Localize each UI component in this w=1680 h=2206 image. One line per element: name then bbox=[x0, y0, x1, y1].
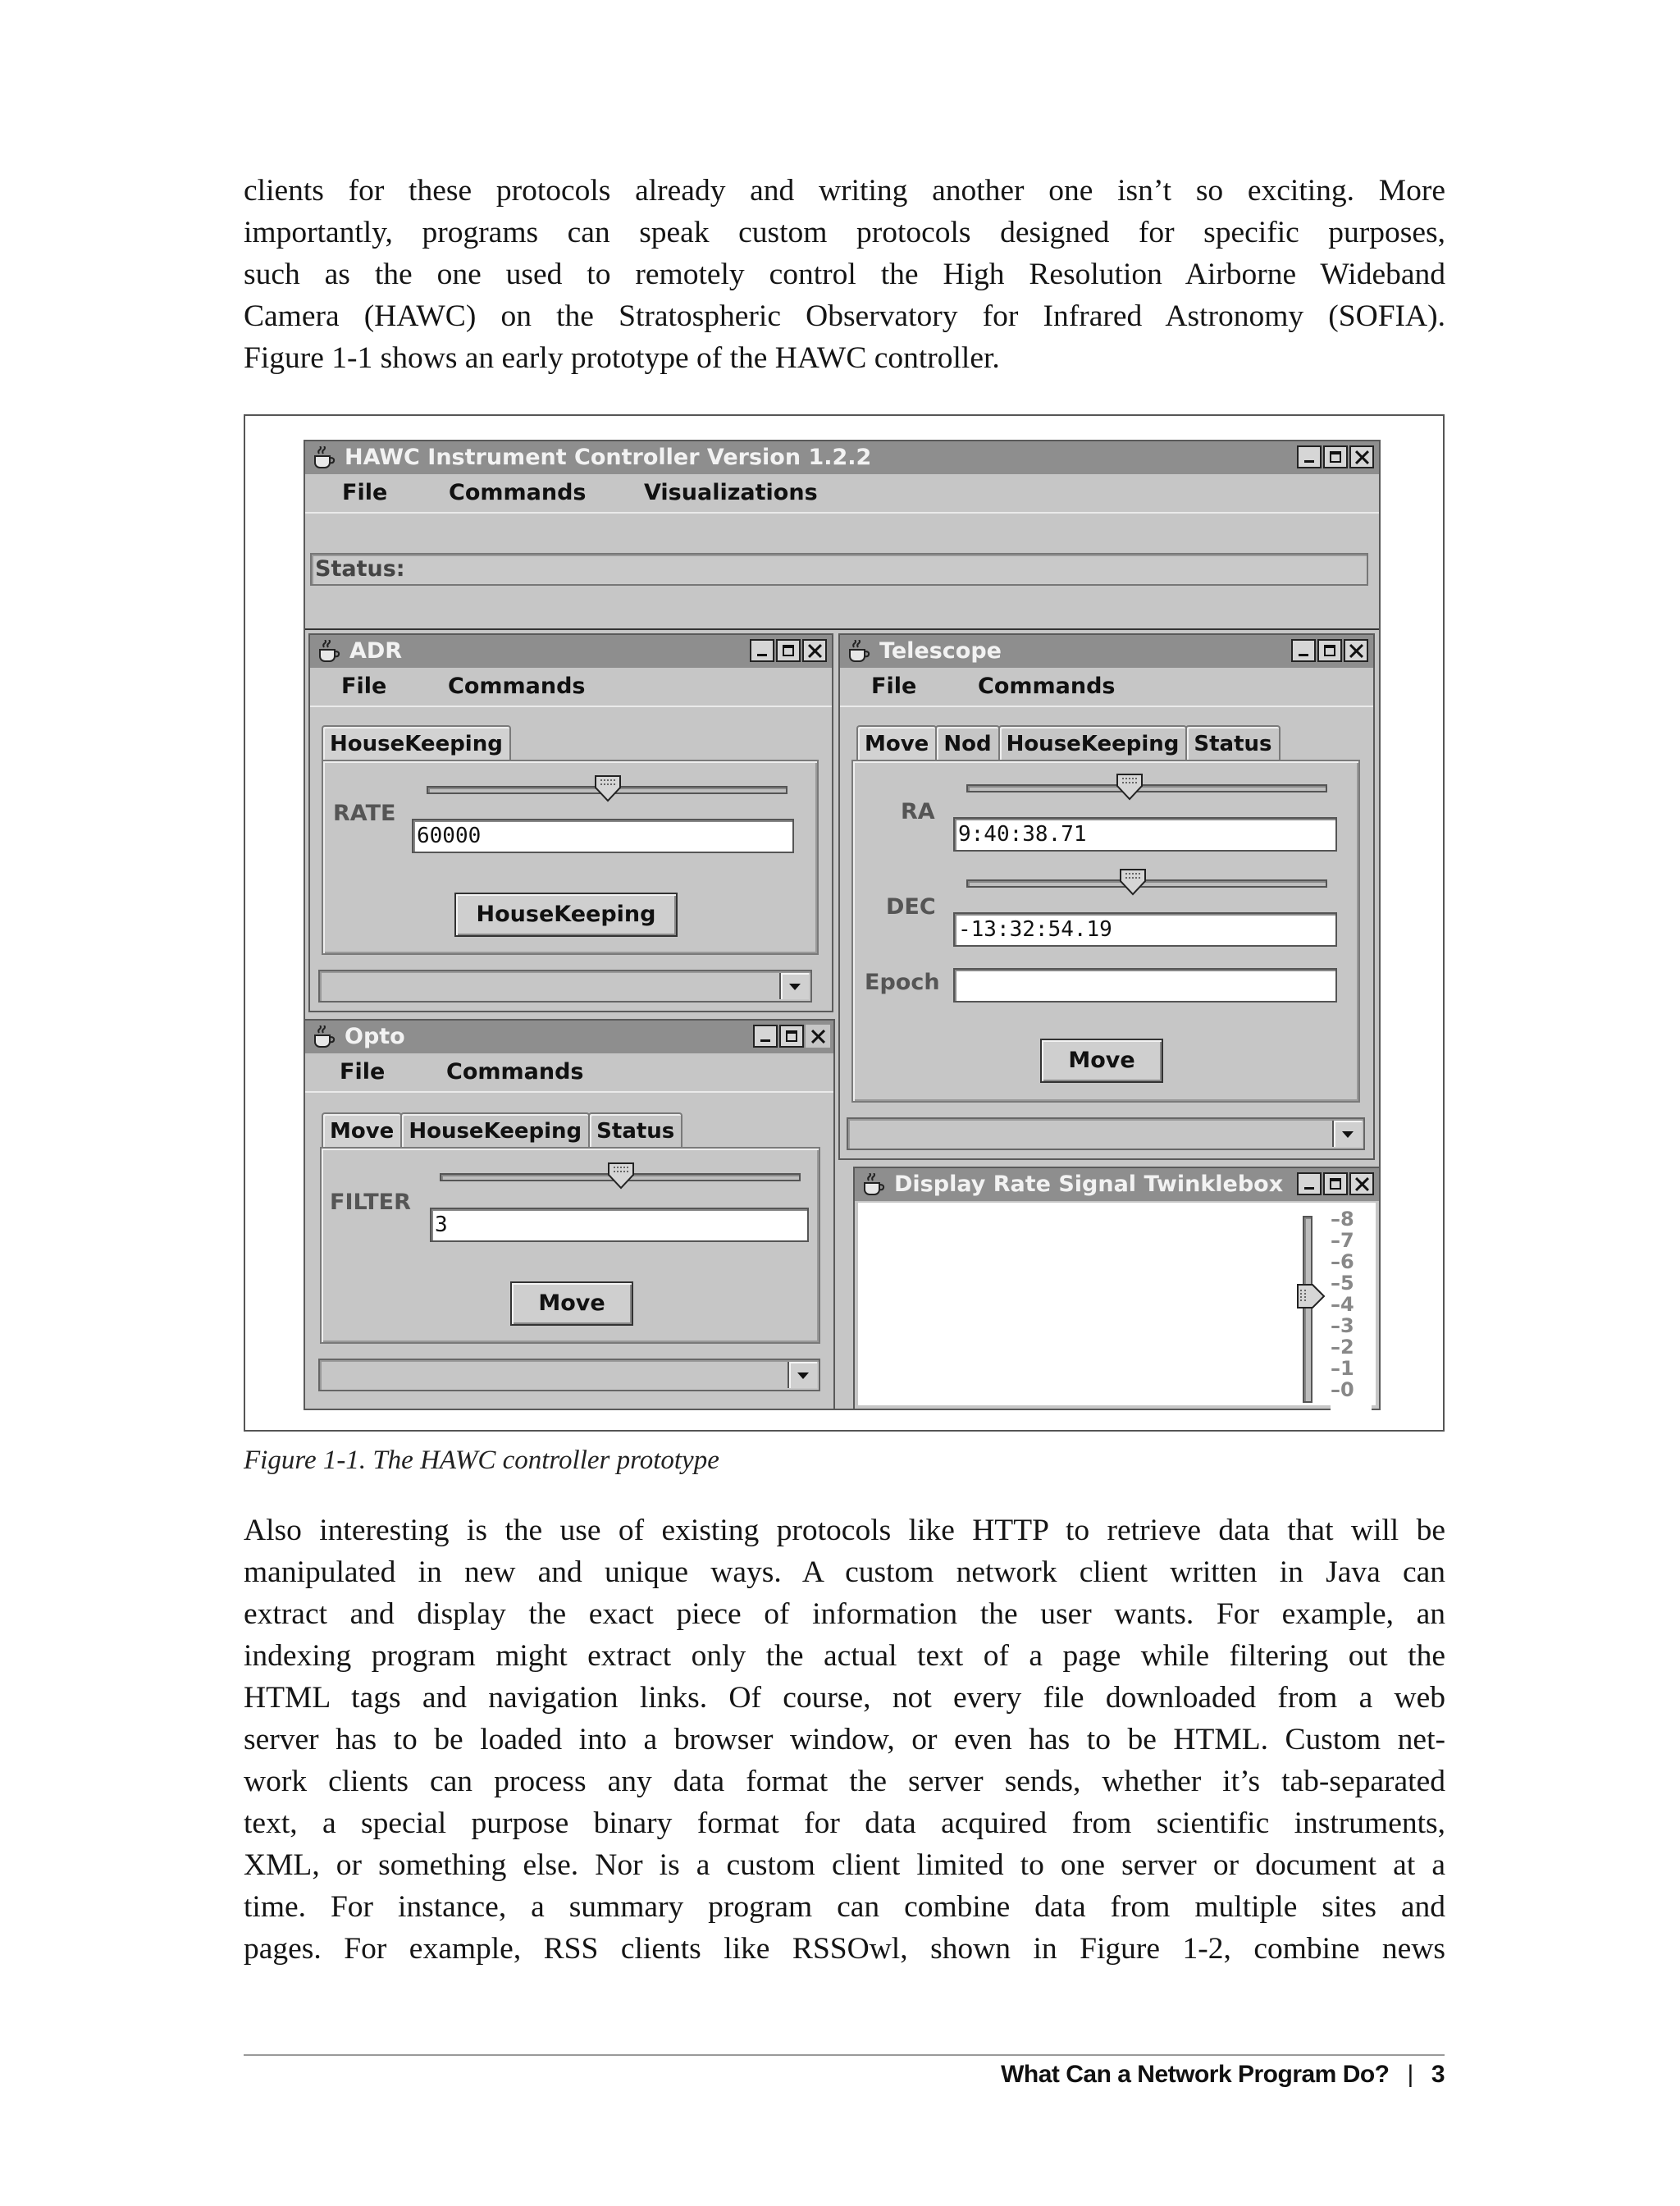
opto-title: Opto bbox=[345, 1024, 405, 1049]
text-line: server has to be loaded into a browser window, or even has to be HTML. Custom net- bbox=[244, 1723, 1445, 1756]
adr-menubar bbox=[310, 668, 832, 707]
epoch-input[interactable] bbox=[953, 968, 1337, 1003]
dec-input[interactable]: -13:32:54.19 bbox=[953, 912, 1337, 947]
text-line: pages. For example, RSS clients like RSSOwl, shown in Figure 1-2, combine news bbox=[244, 1932, 1445, 1966]
menu-commands[interactable]: Commands bbox=[449, 480, 587, 505]
ra-label: RA bbox=[901, 799, 935, 824]
telescope-window bbox=[838, 633, 1375, 1160]
page-number: 3 bbox=[1431, 2061, 1445, 2088]
telescope-move-button[interactable]: Move bbox=[1040, 1039, 1163, 1083]
footer-separator: | bbox=[1407, 2061, 1413, 2088]
text-line: work clients can process any data format the server sends, whether it’s tab-separated bbox=[244, 1765, 1445, 1798]
tab-housekeeping[interactable]: HouseKeeping bbox=[322, 725, 511, 761]
text-line: Also interesting is the use of existing protocols like HTTP to retrieve data that will be bbox=[244, 1514, 1445, 1547]
running-footer bbox=[1001, 2061, 1445, 2089]
adr-window bbox=[308, 633, 833, 1012]
telescope-panel bbox=[851, 760, 1360, 1103]
chevron-down-icon[interactable] bbox=[788, 1362, 817, 1388]
tick-label: –0 bbox=[1331, 1378, 1354, 1401]
main-menubar bbox=[305, 474, 1379, 514]
opto-panel bbox=[320, 1147, 820, 1344]
tick-label: –3 bbox=[1331, 1314, 1354, 1337]
text-line: importantly, programs can speak custom protocols designed for specific purposes, bbox=[244, 216, 1445, 249]
chevron-down-icon[interactable] bbox=[1332, 1121, 1362, 1147]
minimize-button[interactable] bbox=[1297, 445, 1322, 468]
tick-label: –6 bbox=[1331, 1250, 1354, 1273]
telescope-tabs bbox=[856, 725, 1279, 761]
java-cup-icon bbox=[312, 446, 336, 469]
menu-file[interactable]: File bbox=[342, 480, 388, 505]
close-button[interactable] bbox=[1344, 639, 1368, 662]
telescope-menubar bbox=[840, 668, 1373, 707]
minimize-button[interactable] bbox=[750, 639, 774, 662]
text-line: XML, or something else. Nor is a custom client limited to one server or document at a bbox=[244, 1848, 1445, 1882]
telescope-title: Telescope bbox=[879, 638, 1002, 664]
close-button[interactable] bbox=[1349, 445, 1374, 468]
ra-slider-thumb[interactable] bbox=[1116, 773, 1144, 801]
menu-file[interactable]: File bbox=[871, 674, 917, 699]
menu-commands[interactable]: Commands bbox=[978, 674, 1116, 699]
filter-label: FILTER bbox=[330, 1190, 411, 1215]
maximize-button[interactable] bbox=[779, 1025, 804, 1048]
rate-vertical-slider-track[interactable] bbox=[1303, 1216, 1312, 1403]
tick-label: –8 bbox=[1331, 1208, 1354, 1231]
tab-status[interactable]: Status bbox=[588, 1112, 682, 1149]
status-field bbox=[310, 553, 1368, 586]
twinklebox-titlebar bbox=[855, 1168, 1379, 1201]
java-cup-icon bbox=[312, 1025, 336, 1048]
dec-slider-track[interactable] bbox=[966, 879, 1327, 888]
ra-input[interactable]: 9:40:38.71 bbox=[953, 817, 1337, 852]
text-line: HTML tags and navigation links. Of course, not every file downloaded from a web bbox=[244, 1681, 1445, 1715]
tab-move[interactable]: Move bbox=[322, 1112, 402, 1149]
chevron-down-icon[interactable] bbox=[779, 973, 809, 999]
filter-input[interactable]: 3 bbox=[430, 1208, 809, 1242]
figure-caption: Figure 1-1. The HAWC controller prototype bbox=[244, 1446, 719, 1475]
text-line: time. For instance, a summary program can combine data from multiple sites and bbox=[244, 1890, 1445, 1924]
tab-status[interactable]: Status bbox=[1185, 725, 1280, 761]
menu-commands[interactable]: Commands bbox=[448, 674, 586, 699]
text-line: clients for these protocols already and writing another one isn’t so exciting. More bbox=[244, 174, 1445, 208]
rate-slider-thumb[interactable] bbox=[594, 774, 622, 802]
rate-label: RATE bbox=[333, 801, 396, 826]
rate-input[interactable]: 60000 bbox=[412, 819, 794, 853]
telescope-combo[interactable] bbox=[847, 1117, 1365, 1150]
adr-panel bbox=[322, 760, 819, 955]
ra-slider-track[interactable] bbox=[966, 784, 1327, 792]
status-label: Status: bbox=[315, 556, 405, 582]
opto-window bbox=[304, 1019, 835, 1410]
housekeeping-button[interactable]: HouseKeeping bbox=[454, 893, 678, 937]
telescope-titlebar bbox=[840, 635, 1373, 668]
text-line: Camera (HAWC) on the Stratospheric Observatory for Infrared Astronomy (SOFIA). bbox=[244, 299, 1445, 333]
close-button[interactable] bbox=[806, 1025, 830, 1048]
maximize-button[interactable] bbox=[1323, 445, 1348, 468]
minimize-button[interactable] bbox=[753, 1025, 778, 1048]
opto-tabs bbox=[322, 1112, 681, 1149]
adr-tabs bbox=[322, 725, 509, 761]
adr-title: ADR bbox=[349, 638, 403, 664]
opto-combo[interactable] bbox=[318, 1359, 820, 1391]
text-line: such as the one used to remotely control the High Resolution Airborne Wideband bbox=[244, 258, 1445, 291]
main-window-title: HAWC Instrument Controller Version 1.2.2 bbox=[345, 445, 872, 470]
desktop-divider bbox=[305, 628, 1379, 630]
tab-housekeeping[interactable]: HouseKeeping bbox=[400, 1112, 590, 1149]
rate-vertical-slider-thumb[interactable] bbox=[1296, 1283, 1326, 1309]
minimize-button[interactable] bbox=[1291, 639, 1316, 662]
opto-titlebar bbox=[305, 1021, 833, 1053]
menu-file[interactable]: File bbox=[340, 1059, 386, 1085]
tick-label: –2 bbox=[1331, 1336, 1354, 1359]
tick-label: –4 bbox=[1331, 1293, 1354, 1316]
text-line: Figure 1-1 shows an early prototype of the HAWC controller. bbox=[244, 341, 1000, 375]
twinklebox-window bbox=[853, 1167, 1381, 1410]
java-cup-icon bbox=[847, 640, 871, 663]
close-button[interactable] bbox=[802, 639, 827, 662]
tab-nod[interactable]: Nod bbox=[935, 725, 999, 761]
maximize-button[interactable] bbox=[1317, 639, 1342, 662]
tick-scale bbox=[1331, 1209, 1372, 1410]
footer-section-title: What Can a Network Program Do? bbox=[1001, 2061, 1390, 2088]
tick-label: –1 bbox=[1331, 1357, 1354, 1380]
opto-move-button[interactable]: Move bbox=[510, 1281, 633, 1326]
adr-titlebar bbox=[310, 635, 832, 668]
adr-combo[interactable] bbox=[318, 970, 812, 1003]
tab-housekeeping[interactable]: HouseKeeping bbox=[998, 725, 1188, 761]
filter-slider-thumb[interactable] bbox=[607, 1162, 635, 1190]
text-line: manipulated in new and unique ways. A custom network client written in Java can bbox=[244, 1555, 1445, 1589]
tick-label: –7 bbox=[1331, 1229, 1354, 1252]
maximize-button[interactable] bbox=[1323, 1172, 1348, 1195]
java-cup-icon bbox=[317, 640, 341, 663]
maximize-button[interactable] bbox=[776, 639, 801, 662]
menu-file[interactable]: File bbox=[341, 674, 387, 699]
dec-label: DEC bbox=[886, 894, 936, 920]
menu-visualizations[interactable]: Visualizations bbox=[644, 480, 818, 505]
text-line: text, a special purpose binary format for data acquired from scientific instruments, bbox=[244, 1806, 1445, 1840]
dec-slider-thumb[interactable] bbox=[1119, 868, 1147, 896]
tab-move[interactable]: Move bbox=[856, 725, 937, 761]
close-button[interactable] bbox=[1349, 1172, 1374, 1195]
footer-rule bbox=[244, 2054, 1445, 2056]
text-line: indexing program might extract only the actual text of a page while filtering out the bbox=[244, 1639, 1445, 1673]
paragraph-protocols bbox=[244, 1509, 1445, 1970]
twinklebox-title: Display Rate Signal Twinklebox bbox=[894, 1172, 1284, 1197]
minimize-button[interactable] bbox=[1297, 1172, 1322, 1195]
text-line: extract and display the exact piece of information the user wants. For example, an bbox=[244, 1597, 1445, 1631]
opto-menubar bbox=[305, 1053, 833, 1093]
main-titlebar bbox=[305, 441, 1379, 474]
java-cup-icon bbox=[861, 1173, 886, 1196]
tick-label: –5 bbox=[1331, 1272, 1354, 1295]
menu-commands[interactable]: Commands bbox=[446, 1059, 584, 1085]
epoch-label: Epoch bbox=[865, 970, 940, 995]
